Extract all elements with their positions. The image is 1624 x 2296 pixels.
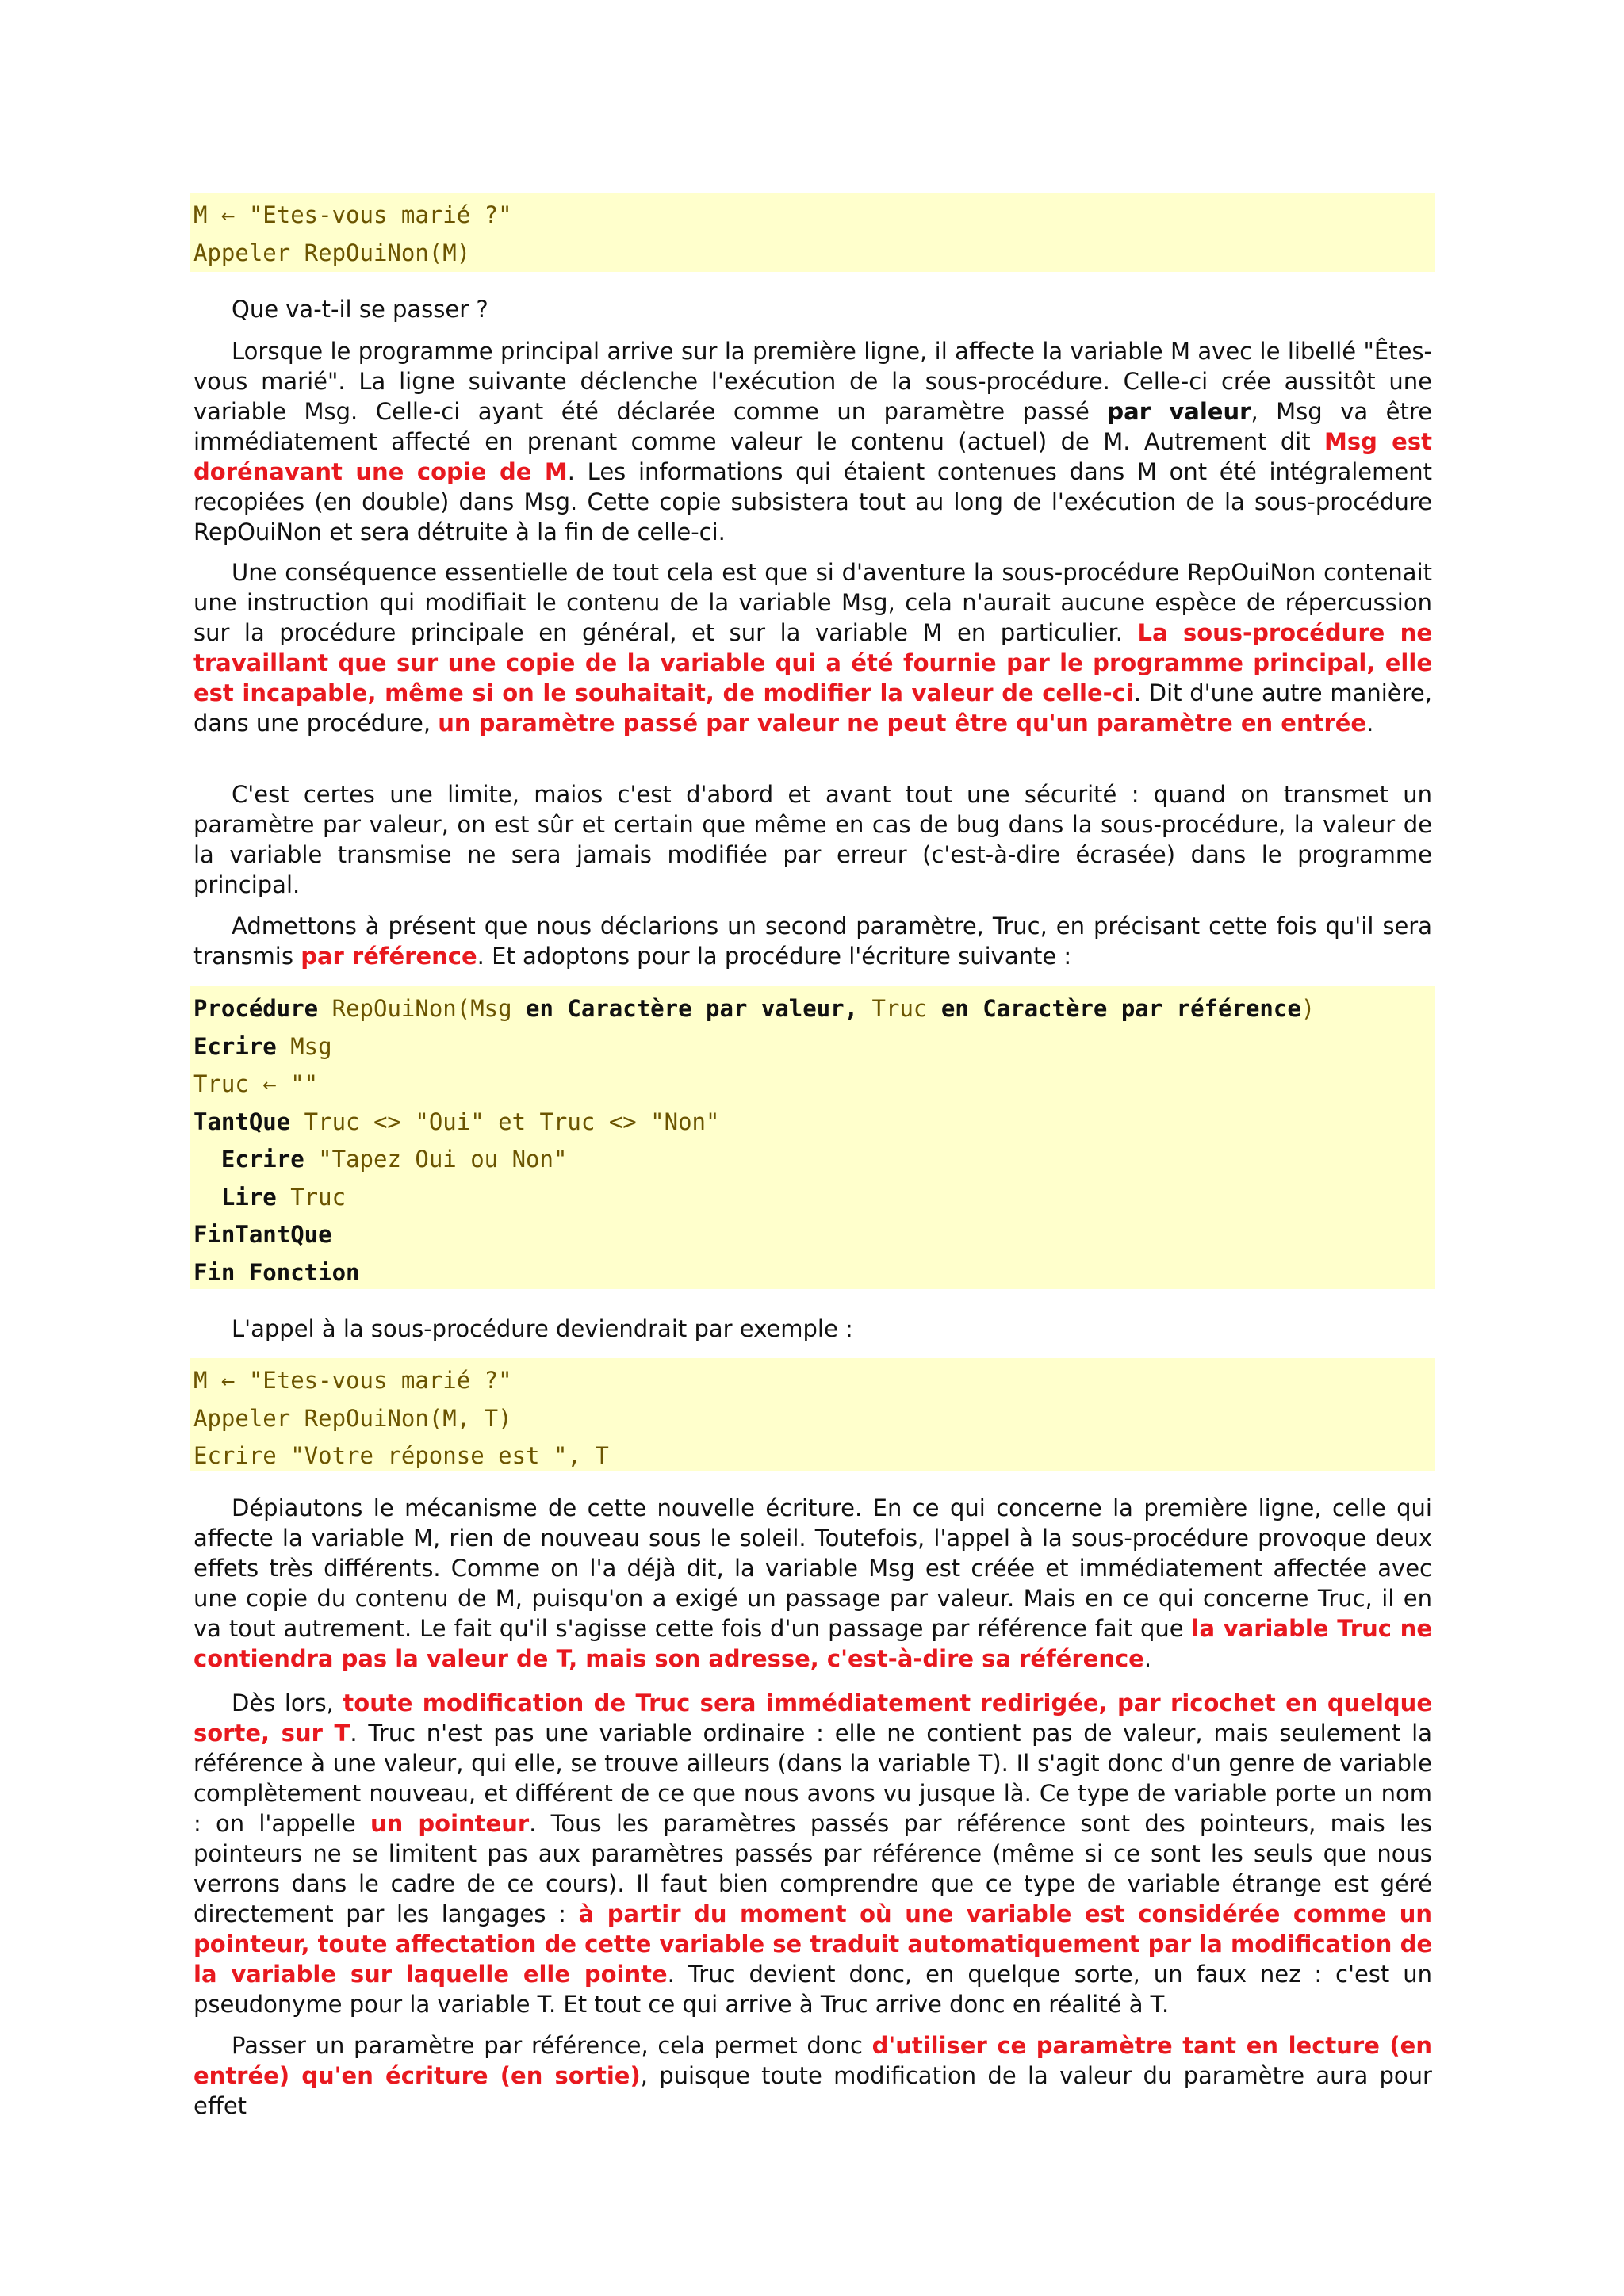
code-keyword: Fin Fonction (193, 1258, 360, 1286)
text-run: Dépiautons le mécanisme de cette nouvelle écriture. En ce qui concerne la première ligne, celle qui affecte la variable M, rien de nouveau sous le soleil. Toutefois, l'appel à la sous-procédure provoque deux effets très différents. Comme on l'a déjà dit, la variable Msg est créée et immédiatement affectée avec une copie du contenu de M, puisqu'on a exigé un passage par valeur. Mais en ce qui concerne Truc, il en va tout autrement. Le fait qu'il s'agisse cette fois d'un passage par référence fait que (193, 1494, 1432, 1642)
highlighted-text: à partir du moment où une variable est considérée comme un pointeur, toute affectation de cette variable se traduit automatiquement par la modification de la variable sur laquelle elle pointe (193, 1900, 1433, 1988)
code-text: Appeler RepOuiNon(M, T) (193, 1404, 512, 1432)
code-text: ) (1300, 995, 1316, 1022)
code-line (193, 1216, 1435, 1254)
code-line (193, 1254, 1435, 1292)
paragraph-par-reference-intro (193, 911, 1432, 971)
text-run: Une conséquence essentielle de tout cela est que si d'aventure la sous-procédure RepOuiNon contenait une instruction qui modifiait le contenu de la variable Msg, cela n'aurait aucune espèce de répercussion sur la procédure principale en général, et sur la variable M en particulier. (193, 559, 1432, 646)
code-line (193, 1179, 1435, 1217)
highlighted-text: par référence (301, 943, 477, 970)
code-text (193, 1146, 221, 1173)
code-text: M ← "Etes-vous marié ?" (193, 1367, 512, 1394)
paragraph-securite (193, 779, 1432, 900)
highlighted-text: la variable Truc ne contiendra pas la valeur de T, mais son adresse, c'est-à-dire sa référence (193, 1615, 1432, 1672)
text-run: . Dit d'une autre manière, dans une procédure, (193, 679, 1432, 737)
code-text: Truc (858, 995, 941, 1022)
text-run: . Truc n'est pas une variable ordinaire : elle ne contient pas de valeur, mais seulement la référence à une valeur, qui elle, se trouve ailleurs (dans la variable T). Il s'agit donc d'un genre de variable complètement nouveau, et différent de ce que nous avons vu jusque là. Ce type de variable porte un nom : on l'appelle (193, 1720, 1432, 1837)
text-run: Admettons à présent que nous déclarions un second paramètre, Truc, en précisant cette fois qu'il sera transmis (193, 913, 1432, 970)
paragraph-appel-exemple (193, 1314, 1432, 1344)
text-run: C'est certes une limite, maios c'est d'abord et avant tout une sécurité : quand on transmet un paramètre par valeur, on est sûr et certain que même en cas de bug dans la sous-procédure, la valeur de la variable transmise ne sera jamais modifiée par erreur (c'est-à-dire écrasée) dans le programme principal. (193, 781, 1432, 898)
code-line (193, 1362, 1435, 1400)
paragraph-question (193, 294, 1432, 324)
code-line (193, 1141, 1435, 1179)
code-text (193, 1184, 221, 1211)
code-block-procedure (190, 986, 1435, 1289)
code-line (193, 235, 1435, 273)
paragraph-lecture-ecriture (193, 2030, 1432, 2121)
code-text: Truc (276, 1183, 347, 1211)
code-text: Msg (276, 1032, 332, 1060)
text-run: . (1143, 1645, 1152, 1672)
code-text: M ← "Etes-vous marié ?" (193, 201, 512, 228)
code-text: Truc <> "Oui" et Truc <> "Non" (290, 1108, 720, 1135)
code-line (193, 1104, 1435, 1142)
code-keyword: Ecrire (193, 1032, 277, 1060)
code-keyword: en Caractère par valeur, (526, 995, 859, 1022)
text-run: L'appel à la sous-procédure deviendrait par exemple : (232, 1315, 853, 1342)
text-run: , puisque toute modification de la valeur du paramètre aura pour effet (193, 2062, 1432, 2119)
code-text: Appeler RepOuiNon(M) (193, 239, 471, 266)
text-run: Que va-t-il se passer ? (232, 296, 488, 323)
text-run: . Et adoptons pour la procédure l'écriture suivante : (477, 943, 1072, 970)
paragraph-consequence (193, 557, 1432, 738)
code-line (193, 197, 1435, 235)
text-run: , Msg va être immédiatement affecté en prenant comme valeur le contenu (actuel) de M. Autrement dit (193, 398, 1433, 455)
code-text: "Tapez Oui ou Non" (304, 1146, 568, 1173)
text-run: Passer un paramètre par référence, cela permet donc (232, 2032, 872, 2059)
text-run: Lorsque le programme principal arrive sur la première ligne, il affecte la variable M avec le libellé "Êtes-vous marié". La ligne suivante déclenche l'exécution de la sous-procédure. Celle-ci crée aussitôt une variable Msg. Celle-ci ayant été déclarée comme un paramètre passé (193, 338, 1432, 425)
text-run: Dès lors, (232, 1689, 343, 1716)
paragraph-mecanisme (193, 1493, 1432, 1674)
code-text: Truc ← "" (193, 1070, 319, 1097)
highlighted-text: toute modification de Truc sera immédiatement redirigée, par ricochet en quelque sorte, sur T (193, 1689, 1432, 1747)
highlighted-text: un paramètre passé par valeur ne peut être qu'un paramètre en entrée (438, 710, 1367, 737)
code-line (193, 1400, 1435, 1438)
code-block-call-1 (190, 193, 1435, 272)
text-run: . (1366, 710, 1374, 737)
code-line (193, 1437, 1435, 1475)
code-keyword: TantQue (193, 1108, 291, 1135)
code-keyword: Procédure (193, 995, 319, 1022)
code-line (193, 1028, 1435, 1066)
code-keyword: FinTantQue (193, 1221, 332, 1248)
code-line (193, 990, 1435, 1028)
text-run: . Tous les paramètres passés par référence sont des pointeurs, mais les pointeurs ne se limitent pas aux paramètres passés par référence (même si ce sont les seuls que nous verrons dans le cadre de ce cours). Il faut bien comprendre que ce type de variable étrange est géré directement par les langages : (193, 1810, 1432, 1927)
code-keyword: en Caractère par référence (940, 995, 1301, 1022)
text-run: . Les informations qui étaient contenues dans M ont été intégralement recopiées (en double) dans Msg. Cette copie subsistera tout au long de l'exécution de la sous-procédure RepOuiNon et sera détruite à la fin de celle-ci. (193, 458, 1432, 545)
paragraph-explanation-par-valeur (193, 336, 1432, 547)
code-keyword: Lire (220, 1183, 277, 1211)
code-text: Ecrire "Votre réponse est ", T (193, 1442, 609, 1469)
code-block-call-2 (190, 1358, 1435, 1471)
text-run: . Truc devient donc, en quelque sorte, un faux nez : c'est un pseudonyme pour la variable T. Et tout ce qui arrive à Truc arrive donc en réalité à T. (193, 1961, 1432, 2018)
code-keyword: Ecrire (220, 1146, 304, 1173)
code-line (193, 1066, 1435, 1104)
highlighted-text: d'utiliser ce paramètre tant en lecture (en entrée) qu'en écriture (en sortie) (193, 2032, 1432, 2089)
code-text: RepOuiNon(Msg (318, 995, 527, 1022)
highlighted-text: La sous-procédure ne travaillant que sur une copie de la variable qui a été fournie par le programme principal, elle est incapable, même si on le souhaitait, de modifier la valeur de celle-ci (193, 619, 1433, 706)
highlighted-text: un pointeur (370, 1810, 530, 1837)
bold-text: par valeur (1107, 398, 1251, 425)
paragraph-pointeur (193, 1688, 1432, 2019)
highlighted-text: Msg est dorénavant une copie de M (193, 428, 1432, 485)
